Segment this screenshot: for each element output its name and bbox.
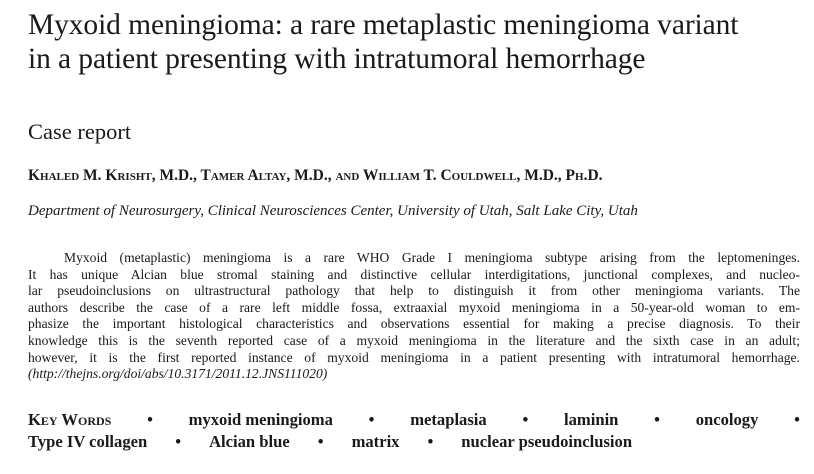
keywords-label: Key Words bbox=[28, 410, 112, 429]
abstract-doi-link[interactable]: (http://thejns.org/doi/abs/10.3171/2011.12.JNS111020) bbox=[28, 366, 328, 382]
keyword-item: matrix bbox=[351, 432, 400, 451]
abstract-line: phasize the important histological characteristics and observations essential for making a precise diagnosis. To their bbox=[28, 316, 800, 332]
abstract-line: however, it is the first reported instance of myxoid meningioma in a patient presenting with intratumoral hemorrhage. bbox=[28, 349, 800, 365]
keywords-block bbox=[28, 409, 800, 453]
keyword-separator: • bbox=[794, 410, 800, 429]
article-title-line-2: in a patient presenting with intratumoral hemorrhage bbox=[28, 43, 646, 75]
article-title-line-1: Myxoid meningioma: a rare metaplastic meningioma variant bbox=[28, 9, 739, 41]
keyword-separator: • bbox=[654, 410, 660, 429]
keyword-item: oncology bbox=[695, 410, 759, 429]
keyword-item: Alcian blue bbox=[209, 432, 290, 451]
keyword-separator: • bbox=[147, 410, 153, 429]
author-list: Khaled M. Krisht, M.D., Tamer Altay, M.D., and William T. Couldwell, M.D., Ph.D. bbox=[28, 167, 603, 184]
article-type-label: Case report bbox=[28, 119, 132, 144]
keyword-separator: • bbox=[427, 432, 434, 451]
abstract bbox=[28, 250, 800, 383]
keyword-item: nuclear pseudoinclusion bbox=[461, 432, 633, 451]
keywords-line-2 bbox=[28, 431, 800, 453]
abstract-line: authors describe the case of a rare left middle fossa, extraaxial myxoid meningioma in a 50-year-old woman to em- bbox=[28, 299, 800, 315]
keyword-item: myxoid meningioma bbox=[188, 410, 333, 429]
keyword-separator: • bbox=[317, 432, 324, 451]
keyword-item: metaplasia bbox=[410, 410, 487, 429]
abstract-line: knowledge this is the seventh reported case of a myxoid meningioma in the literature and the sixth case in an adult; bbox=[28, 332, 800, 348]
abstract-line: Myxoid (metaplastic) meningioma is a rare WHO Grade I meningioma subtype arising from the leptomeninges. bbox=[64, 250, 800, 265]
abstract-line: lar pseudoinclusions on ultrastructural pathology that help to distinguish it from other meningioma variants. The bbox=[28, 283, 800, 299]
keyword-separator: • bbox=[368, 410, 375, 429]
article-title bbox=[28, 8, 738, 76]
keyword-item: Type IV collagen bbox=[28, 432, 148, 451]
keyword-item: laminin bbox=[564, 410, 619, 429]
keyword-separator: • bbox=[175, 432, 182, 451]
author-affiliation: Department of Neurosurgery, Clinical Neurosciences Center, University of Utah, Salt Lake City, Utah bbox=[28, 203, 638, 219]
abstract-line: It has unique Alcian blue stromal staining and distinctive cellular interdigitations, junctional complexes, and nucleo- bbox=[28, 266, 800, 282]
keywords-line-1 bbox=[28, 409, 800, 431]
keyword-separator: • bbox=[522, 410, 529, 429]
